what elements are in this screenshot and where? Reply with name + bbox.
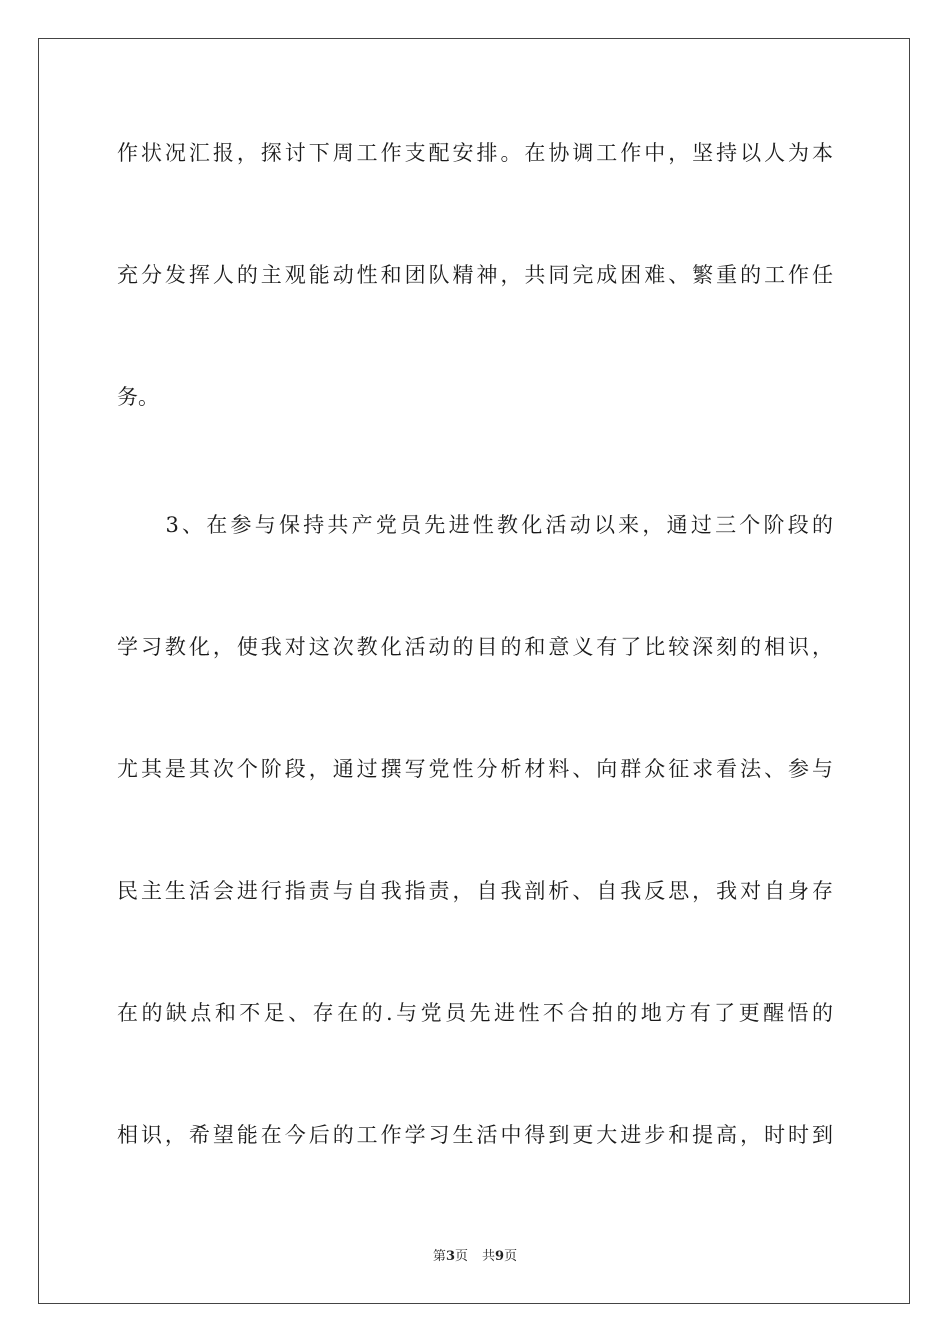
- page-number-suffix: 页: [454, 1249, 468, 1264]
- page-total-prefix: 共: [482, 1249, 496, 1264]
- body-text-line-2: 充分发挥人的主观能动性和团队精神，共同完成困难、繁重的工作任: [117, 263, 833, 287]
- body-text-line-1: 作状况汇报，探讨下周工作支配安排。在协调工作中，坚持以人为本: [117, 141, 833, 165]
- body-text-line-7: 民主生活会进行指责与自我指责，自我剖析、自我反思，我对自身存: [117, 879, 833, 903]
- page-number-prefix: 第: [432, 1249, 446, 1264]
- page-border: [38, 38, 910, 1304]
- body-text-line-9: 相识，希望能在今后的工作学习生活中得到更大进步和提高，时时到: [117, 1123, 833, 1147]
- page-number-current: 3: [445, 1249, 455, 1264]
- body-text-line-6: 尤其是其次个阶段，通过撰写党性分析材料、向群众征求看法、参与: [117, 757, 833, 781]
- body-text-line-8: 在的缺点和不足、存在的.与党员先进性不合拍的地方有了更醒悟的: [117, 1001, 833, 1025]
- body-text-line-3: 务。: [117, 385, 159, 409]
- page-footer: [0, 1248, 950, 1266]
- body-text-line-4: 3、在参与保持共产党员先进性教化活动以来，通过三个阶段的: [117, 513, 833, 537]
- page-total-count: 9: [495, 1249, 505, 1264]
- page-total-suffix: 页: [504, 1249, 518, 1264]
- body-text-line-5: 学习教化，使我对这次教化活动的目的和意义有了比较深刻的相识，: [117, 635, 833, 659]
